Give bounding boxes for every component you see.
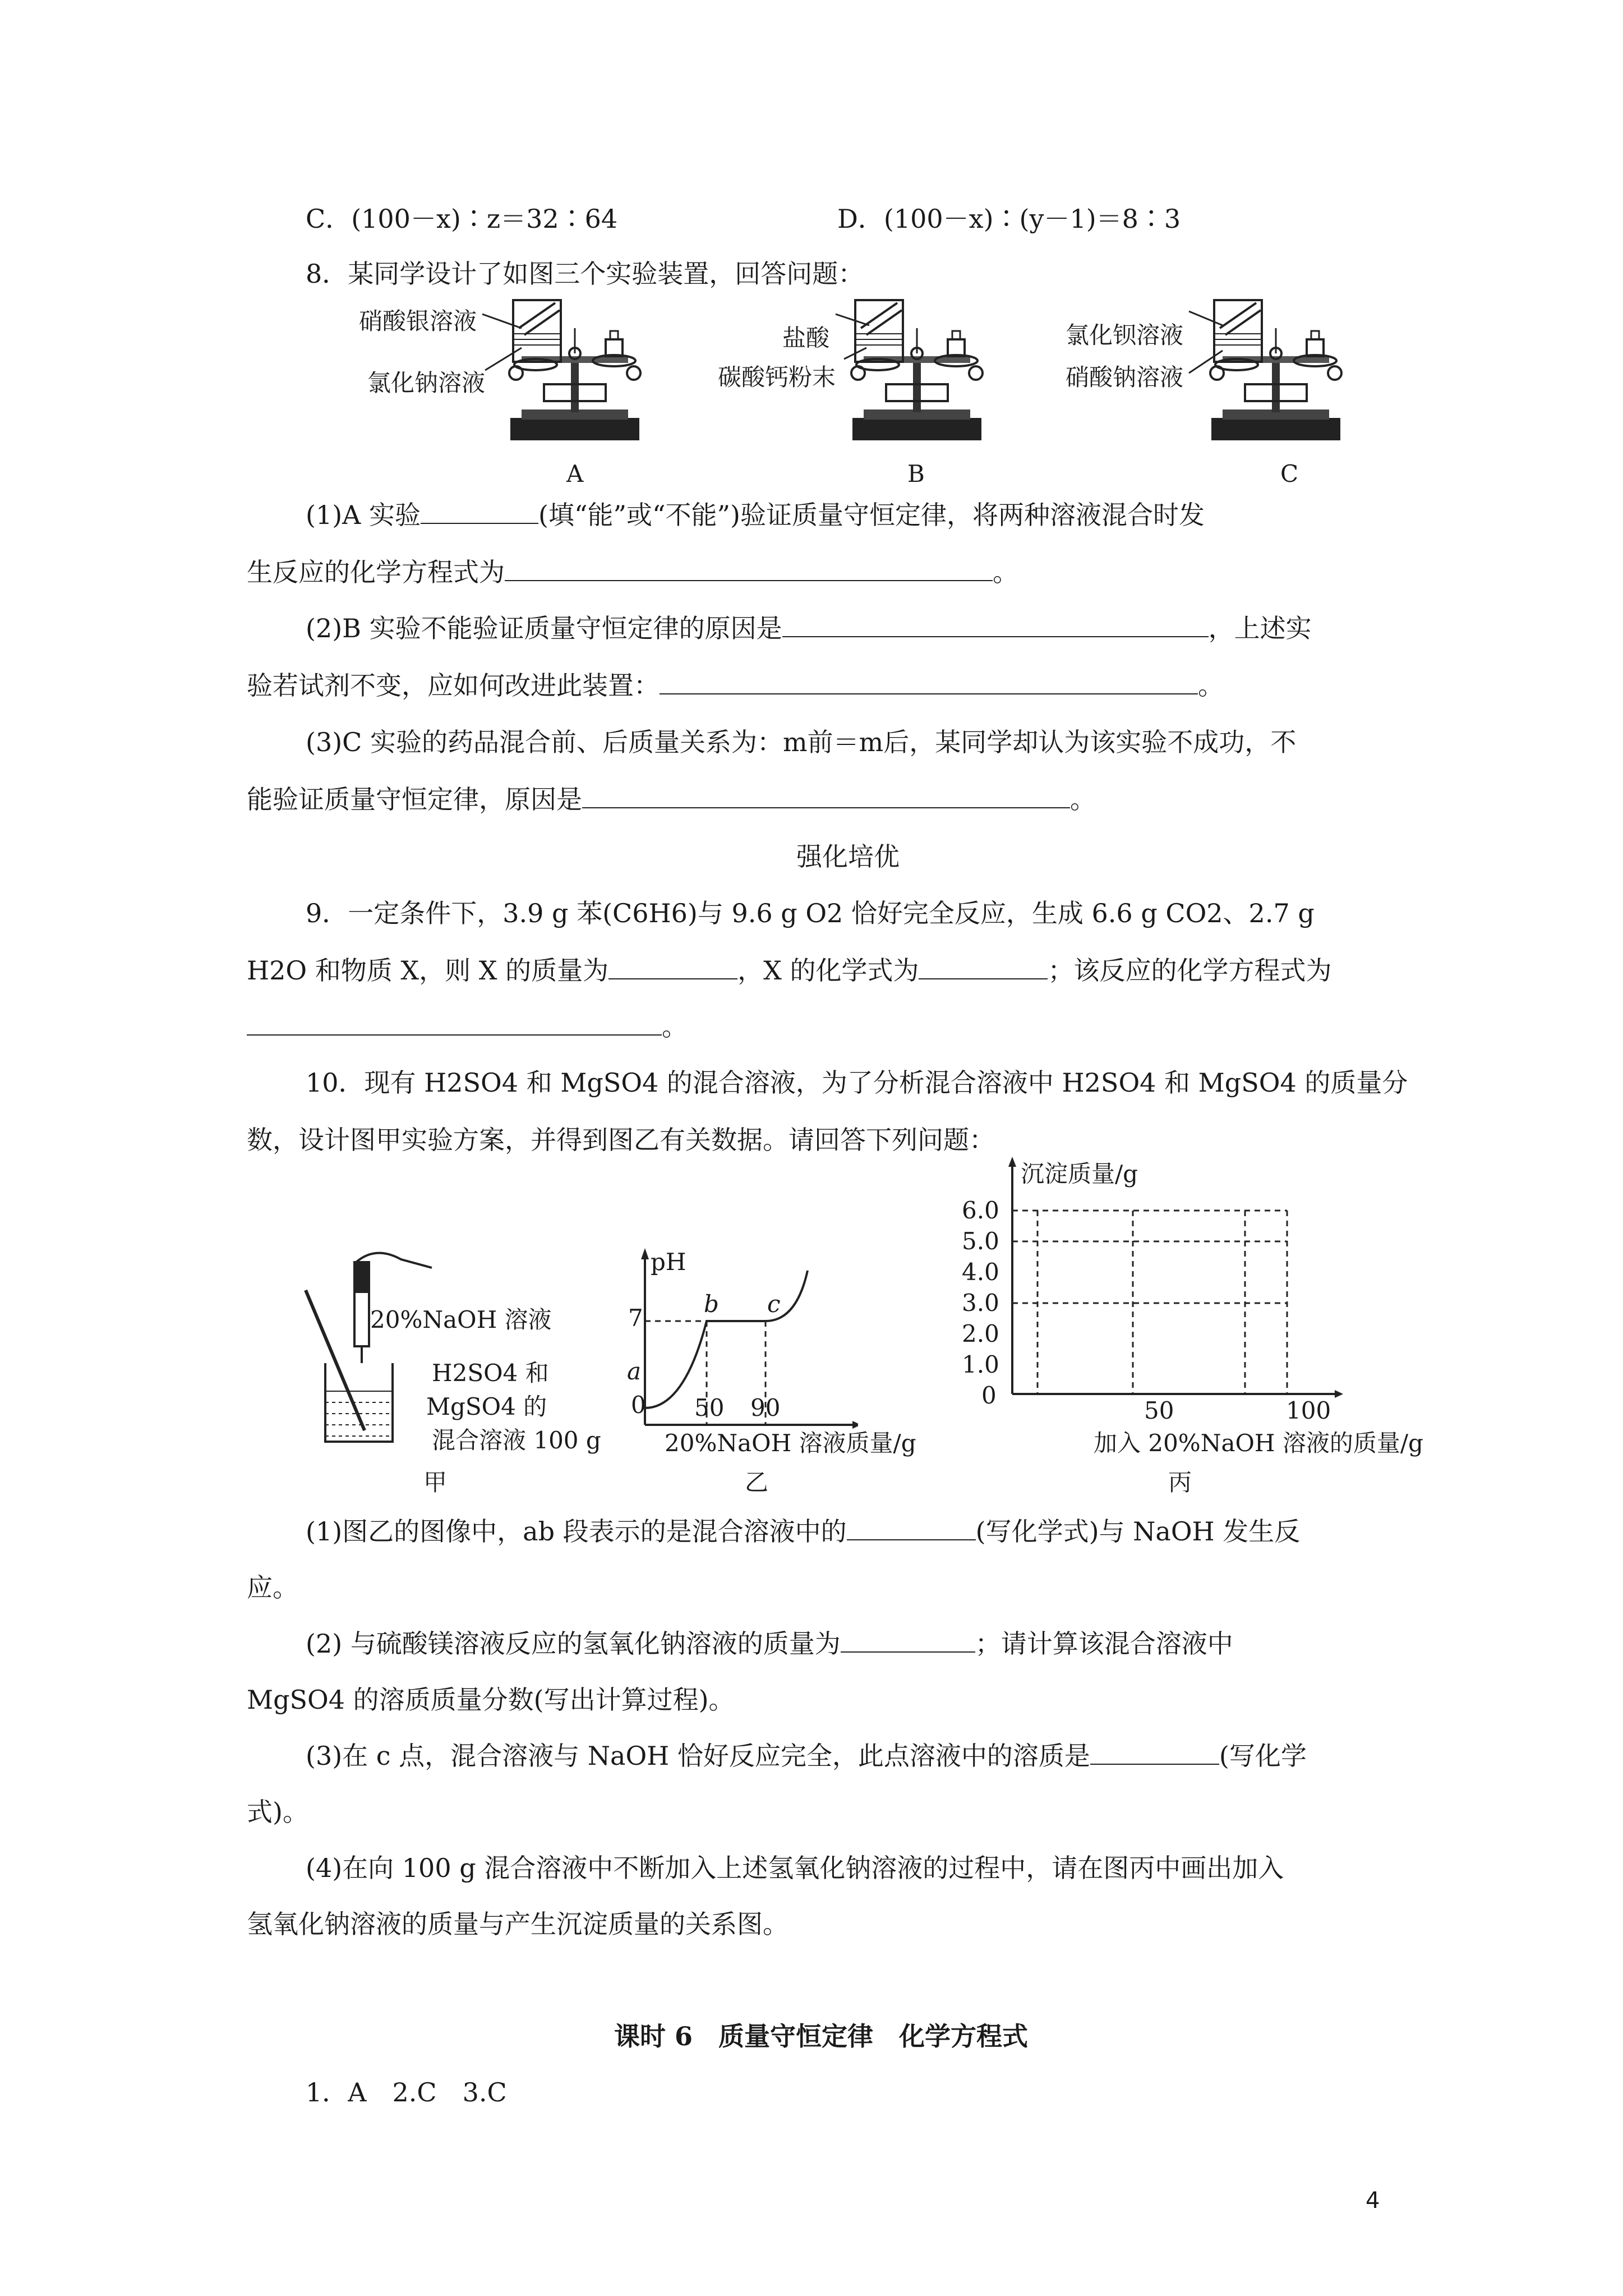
fig-b-label-bottom: 碳酸钙粉末 — [718, 364, 836, 391]
fig-c-label-bottom: 硝酸钠溶液 — [1066, 364, 1184, 391]
option-c: C．(100－x)∶z＝32∶64 — [306, 204, 618, 234]
q10-line2: 数，设计图甲实验方案，并得到图乙有关数据。请回答下列问题： — [247, 1125, 995, 1155]
fig-a-label-bottom: 氯化钠溶液 — [367, 369, 486, 397]
fig-bing-xlabel: 加入 20%NaOH 溶液的质量/g — [1094, 1429, 1423, 1457]
fig-yi-point-a: a — [627, 1358, 642, 1385]
q10-2-line2: MgSO4 的溶质质量分数(写出计算过程)。 — [247, 1685, 735, 1715]
q8-intro: 8．某同学设计了如图三个实验装置，回答问题： — [306, 259, 864, 289]
fig-bing-x100: 100 — [1286, 1397, 1331, 1424]
q10-1-line2: 应。 — [247, 1572, 298, 1603]
fig-bing-ytick-2: 2.0 — [962, 1320, 999, 1347]
fig-bing-ytick-5: 5.0 — [962, 1227, 999, 1255]
fig-yi-xlabel: 20%NaOH 溶液质量/g — [665, 1429, 916, 1457]
fig-bing-ytick-3: 3.0 — [962, 1289, 999, 1317]
fig-jia-sol1: H2SO4 和 — [432, 1359, 549, 1387]
fig-bing-x50: 50 — [1144, 1397, 1174, 1424]
q8-3-line1: (3)C 实验的药品混合前、后质量关系为：m前＝m后，某同学却认为该实验不成功，不 — [306, 727, 1297, 757]
fig-c-label-top: 氯化钡溶液 — [1066, 321, 1184, 349]
fig-b-label-top: 盐酸 — [782, 324, 830, 352]
option-d: D．(100－x)∶(y－1)＝8∶3 — [837, 204, 1181, 234]
fig-b-caption: B — [907, 460, 925, 487]
q8-2-line2: 验若试剂不变，应如何改进此装置： 。 — [247, 669, 1224, 702]
page-number: 4 — [1366, 2188, 1380, 2214]
q10-3-line1: (3)在 c 点，混合溶液与 NaOH 恰好反应完全，此点溶液中的溶质是 (写化学 — [306, 1739, 1307, 1773]
fig-a-caption: A — [566, 460, 584, 487]
fig-yi-y7: 7 — [628, 1304, 643, 1332]
section-heading: 强化培优 — [796, 841, 900, 872]
fig-jia-caption: 甲 — [423, 1469, 448, 1496]
q9-line3: 。 — [247, 1010, 688, 1043]
fig-jia-sol2: MgSO4 的 — [426, 1393, 547, 1420]
fig-bing-ytick-4: 4.0 — [962, 1258, 999, 1286]
q10-1-line1: (1)图乙的图像中，ab 段表示的是混合溶液中的 (写化学式)与 NaOH 发生反 — [306, 1515, 1300, 1548]
answer-line: 1．A 2.C 3.C — [306, 2077, 507, 2108]
q10-3-line2: 式)。 — [247, 1797, 308, 1827]
q8-3-line2: 能验证质量守恒定律，原因是 。 — [247, 783, 1096, 816]
fig-bing-ylabel: 沉淀质量/g — [1021, 1160, 1138, 1188]
q8-2-line1: (2)B 实验不能验证质量守恒定律的原因是 ，上述实 — [306, 611, 1312, 645]
q8-1-line2: 生反应的化学方程式为 。 — [247, 555, 1018, 589]
fig-bing-ytick-0: 0 — [981, 1382, 997, 1409]
fig-a-label-top: 硝酸银溶液 — [359, 307, 477, 335]
q10-4-line2: 氢氧化钠溶液的质量与产生沉淀质量的关系图。 — [247, 1909, 789, 1939]
q10-2-line1: (2) 与硫酸镁溶液反应的氢氧化钠溶液的质量为 ；请计算该混合溶液中 — [306, 1627, 1233, 1660]
fig-yi-point-b: b — [704, 1290, 719, 1318]
fig-yi-chart — [623, 1245, 858, 1447]
fig-yi-origin: 0 — [631, 1391, 646, 1419]
fig-bing-caption: 丙 — [1168, 1469, 1192, 1496]
q8-figures — [336, 295, 1402, 480]
q8-1-line1: (1)A 实验 (填“能”或“不能”)验证质量守恒定律，将两种溶液混合时发 — [306, 498, 1205, 532]
q9-line1: 9．一定条件下，3.9 g 苯(C6H6)与 9.6 g O2 恰好完全反应，生成 6.6 g CO2、2.7 g — [306, 898, 1315, 928]
q10-line1: 10．现有 H2SO4 和 MgSO4 的混合溶液，为了分析混合溶液中 H2SO4 和 MgSO4 的质量分 — [306, 1068, 1408, 1098]
fig-c-caption: C — [1280, 460, 1299, 487]
fig-bing-ytick-6: 6.0 — [962, 1197, 999, 1224]
fig-yi-x90: 90 — [750, 1394, 781, 1421]
answer-title: 课时 6 质量守恒定律 化学方程式 — [614, 2021, 1029, 2051]
fig-yi-ylabel: pH — [651, 1248, 686, 1276]
fig-yi-caption: 乙 — [745, 1469, 769, 1496]
fig-bing-grid — [998, 1156, 1346, 1402]
q10-4-line1: (4)在向 100 g 混合溶液中不断加入上述氢氧化钠溶液的过程中，请在图丙中画出加入 — [306, 1853, 1284, 1883]
fig-jia-dropper-label: 20%NaOH 溶液 — [370, 1306, 552, 1333]
q9-line2: H2O 和物质 X，则 X 的质量为 ，X 的化学式为 ；该反应的化学方程式为 — [247, 954, 1331, 987]
fig-yi-x50: 50 — [694, 1394, 725, 1421]
fig-jia-sol3: 混合溶液 100 g — [432, 1427, 601, 1454]
fig-bing-ytick-1: 1.0 — [962, 1351, 999, 1378]
fig-yi-point-c: c — [767, 1290, 781, 1318]
